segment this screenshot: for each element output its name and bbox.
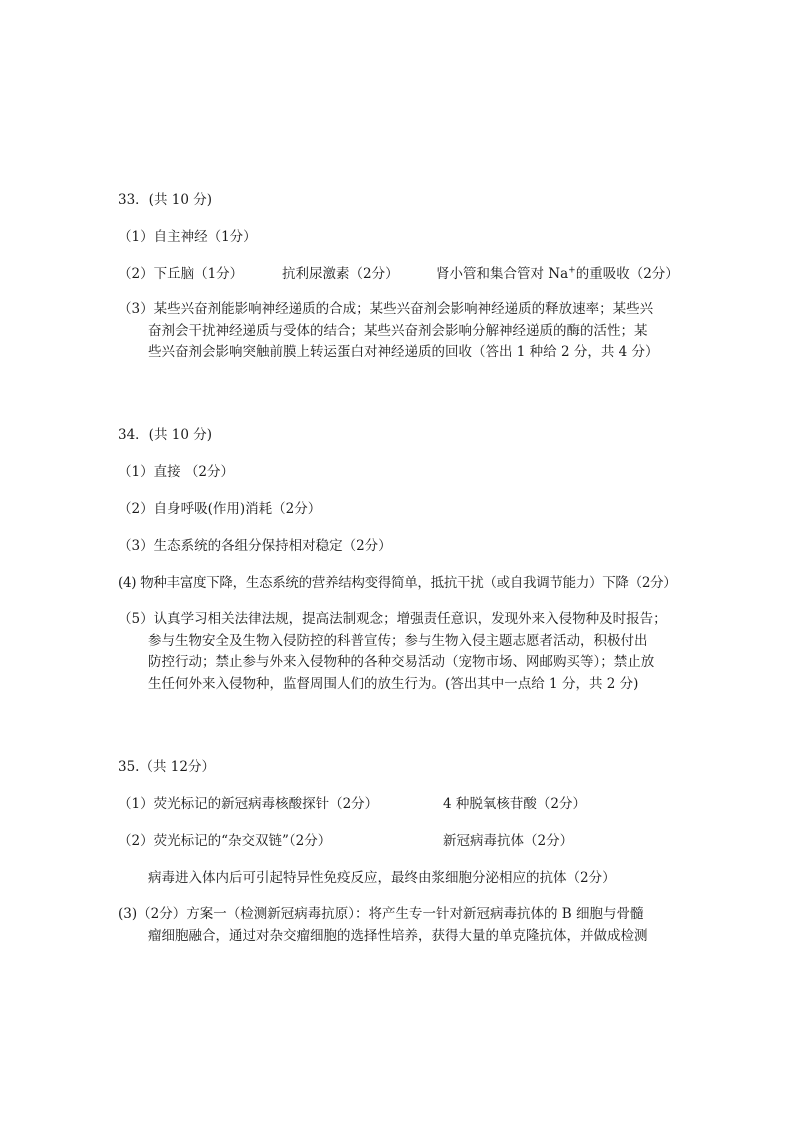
q34-answer-5-line2: 参与生物安全及生物入侵防控的科普宣传；参与生物入侵主题志愿者活动，积极付出 — [148, 632, 648, 649]
q35-answer-3-line1: (3)（2分）方案一（检测新冠病毒抗原）：将产生专一针对新冠病毒抗体的 B 细胞与骨髓 — [118, 906, 644, 922]
q35-answer-1 — [118, 794, 698, 814]
q35-answer-2b: 新冠病毒抗体（2分） — [443, 833, 574, 849]
q34-answer-2: （2）自身呼吸(作用)消耗（2分） — [118, 501, 322, 517]
q35-answer-1b: 4 种脱氧核苷酸（2分） — [443, 796, 586, 812]
q33-answer-2b: 抗利尿激素（2分） — [282, 266, 399, 282]
q33-answer-3-line2: 奋剂会干扰神经递质与受体的结合；某些兴奋剂会影响分解神经递质的酶的活性；某 — [148, 322, 648, 339]
q33-answer-1: （1）自主神经（1分） — [118, 229, 257, 245]
q33-answer-2c: 肾小管和集合管对 Na+的重吸收（2分） — [436, 265, 679, 282]
q33-answer-3-line3: 些兴奋剂会影响突触前膜上转运蛋白对神经递质的回收（答出 1 种给 2 分，共 4 分） — [148, 344, 659, 360]
q34-answer-5-line4: 生任何外来入侵物种，监督周围人们的放生行为。(答出其中一点给 1 分，共 2 分) — [148, 675, 639, 692]
q33-answer-2 — [118, 264, 698, 284]
q33-answer-3 — [118, 299, 698, 364]
q34-answer-5-line1: （5）认真学习相关法律法规，提高法制观念；增强责任意识，发现外来入侵物种及时报告； — [118, 611, 667, 627]
q35-answer-1a: （1）荧光标记的新冠病毒核酸探针（2分） — [118, 796, 379, 812]
q34-answer-4: (4) 物种丰富度下降，生态系统的营养结构变得简单，抵抗干扰（或自我调节能力）下降（2分） — [118, 575, 677, 591]
q35-answer-3-line2: 瘤细胞融合，通过对杂交瘤细胞的选择性培养，获得大量的单克隆抗体，并做成检测 — [148, 927, 648, 944]
q34-answer-5-line3: 防控行动；禁止参与外来入侵物种的各种交易活动（宠物市场、网邮购买等）；禁止放 — [148, 654, 655, 670]
q35-answer-2 — [118, 831, 698, 851]
q33-header: 33．(共 10 分) — [118, 192, 212, 208]
q34-header: 34．(共 10 分) — [118, 427, 212, 443]
q34-answer-1: （1）直接 （2分） — [118, 464, 234, 480]
q35-answer-2a: （2）荧光标记的“杂交双链”（2分） — [118, 833, 332, 849]
q33-answer-3-line1: （3）某些兴奋剂能影响神经递质的合成；某些兴奋剂会影响神经递质的释放速率；某些兴 — [118, 301, 654, 317]
q35-answer-3 — [118, 904, 698, 947]
q35-header: 35.（共 12分） — [118, 759, 215, 775]
q33-answer-2a: （2）下丘脑（1分） — [118, 266, 244, 282]
q35-answer-2-explanation: 病毒进入体内后可引起特异性免疫反应，最终由浆细胞分泌相应的抗体（2分） — [148, 870, 616, 886]
q34-answer-5 — [118, 609, 698, 695]
q34-answer-3: （3）生态系统的各组分保持相对稳定（2分） — [118, 538, 392, 554]
